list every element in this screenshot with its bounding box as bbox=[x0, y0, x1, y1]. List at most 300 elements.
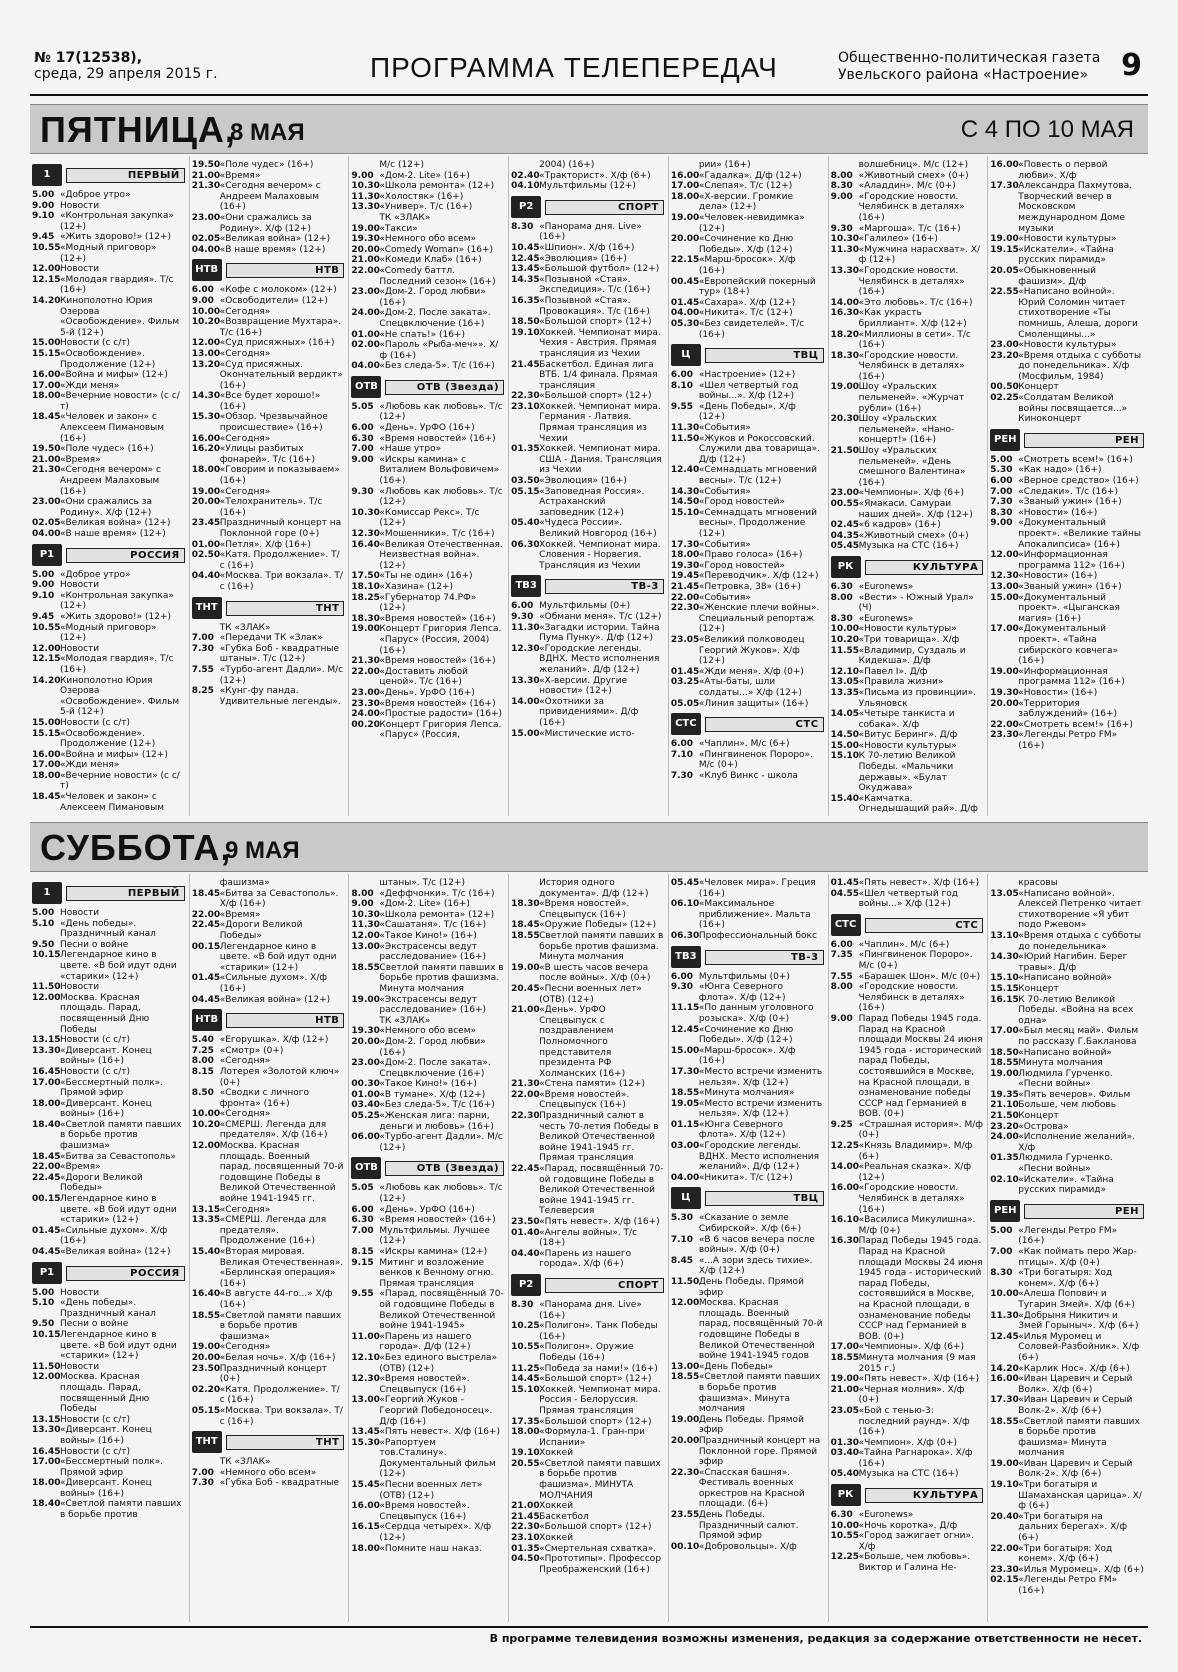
program-title: «Comedy баттл. Последний сезон» (16+) bbox=[379, 265, 496, 287]
program-title: «Доброе утро» bbox=[60, 190, 131, 200]
program-item bbox=[990, 1048, 1144, 1059]
program-title: «В наше время» (12+) bbox=[60, 529, 166, 539]
program-time: 17.30 bbox=[670, 1066, 700, 1077]
program-item bbox=[32, 1035, 185, 1046]
program-time: 14.35 bbox=[511, 274, 540, 285]
program-title: «Война и мифы» (12+) bbox=[60, 749, 168, 760]
program-item bbox=[990, 550, 1144, 571]
program-title: «Немного обо всем» bbox=[379, 234, 477, 245]
program-time: 14.00 bbox=[511, 696, 540, 707]
program-title: «Линия защиты» (16+) bbox=[698, 698, 809, 709]
program-title: «Сегодня» bbox=[219, 433, 271, 444]
program-item bbox=[351, 1332, 504, 1353]
program-item bbox=[351, 1289, 504, 1331]
program-item bbox=[192, 973, 345, 994]
program-item bbox=[990, 1417, 1144, 1459]
program-time: 19.00 bbox=[670, 1414, 700, 1425]
program-title: «В наше время» (12+) bbox=[219, 244, 326, 255]
program-title: Светлой памяти павших в борьбе против фашизма. Минута молчания bbox=[539, 930, 664, 963]
program-time: 9.45 bbox=[32, 232, 55, 243]
channel-name: ТВ-3 bbox=[545, 579, 664, 594]
program-item bbox=[671, 593, 824, 604]
program-time: 9.55 bbox=[670, 401, 694, 412]
program-item bbox=[32, 908, 185, 919]
program-item bbox=[32, 1457, 185, 1478]
program-title: «Как поймать перо Жар-птицы». Х/ф (0+) bbox=[1018, 1247, 1137, 1268]
program-time: 20.00 bbox=[191, 1352, 221, 1363]
program-item bbox=[192, 1141, 345, 1205]
channel-logo-icon: РЕН bbox=[990, 429, 1020, 451]
program-time: 6.00 bbox=[351, 1204, 374, 1215]
program-time: 18.55 bbox=[351, 962, 380, 973]
program-title: Концерт bbox=[1018, 983, 1059, 994]
program-item bbox=[32, 644, 185, 655]
program-time: 5.00 bbox=[32, 908, 55, 918]
channel-header bbox=[831, 1484, 984, 1506]
program-title: «Такси» bbox=[379, 223, 418, 234]
program-item bbox=[192, 878, 345, 889]
channel-logo-icon: 1 bbox=[32, 882, 62, 904]
program-item bbox=[192, 1311, 345, 1343]
channel-name: ПЕРВЫЙ bbox=[66, 168, 185, 183]
program-item bbox=[351, 1205, 504, 1216]
program-title: «Светлой памяти павших в борьбе против фашизма» bbox=[219, 1310, 342, 1342]
program-item bbox=[511, 402, 664, 444]
program-title: Песни о войне bbox=[60, 939, 129, 950]
program-time: 14.50 bbox=[670, 497, 700, 508]
program-title: «Три богатыря на дальних берегах». Х/ф (6+) bbox=[1018, 1511, 1128, 1544]
program-time: 15.40 bbox=[191, 1247, 221, 1257]
program-item bbox=[351, 931, 504, 942]
program-title: Новости bbox=[60, 580, 100, 591]
channel-logo-icon: Р2 bbox=[511, 196, 541, 218]
schedule-column bbox=[669, 156, 829, 816]
program-time: 18.50 bbox=[511, 317, 540, 328]
program-time: 24.00 bbox=[990, 1132, 1019, 1143]
program-time: 13.30 bbox=[511, 675, 540, 686]
program-title: «Новости культуры» bbox=[1018, 234, 1117, 245]
program-title: «Добрыня Никитич и Змей Горыныч». Х/ф (6+) bbox=[1018, 1310, 1139, 1332]
program-time: 23.20 bbox=[990, 350, 1019, 361]
program-time: 16.00 bbox=[990, 1374, 1019, 1385]
channel-name: ТВЦ bbox=[705, 1191, 824, 1206]
program-item bbox=[192, 889, 345, 910]
program-title: «Наше утро» bbox=[379, 444, 442, 455]
program-item bbox=[511, 601, 664, 612]
program-item bbox=[32, 729, 185, 750]
program-title: «Следаки». Т/с (16+) bbox=[1018, 486, 1118, 497]
program-time: 00.20 bbox=[351, 719, 380, 730]
program-time: 9.00 bbox=[351, 170, 374, 181]
program-title: «Новости» (16+) bbox=[1018, 507, 1098, 518]
program-title: «Женские плечи войны». Специальный репортаж (12+) bbox=[698, 603, 820, 635]
program-title: «Солдатам Великой войны посвящается...» Киноконцерт bbox=[1018, 393, 1128, 425]
program-item bbox=[831, 245, 984, 266]
program-title: «Аладдин». М/с (0+) bbox=[858, 181, 956, 192]
program-title: «Человек и закон» с Алексеем Пимановым bbox=[60, 792, 165, 813]
program-time: 16.35 bbox=[511, 295, 540, 306]
program-title: «Званый ужин» (16+) bbox=[1018, 497, 1122, 508]
program-title: Новости bbox=[60, 264, 100, 275]
program-time: 18.00 bbox=[351, 1543, 380, 1554]
program-item bbox=[351, 213, 504, 224]
program-title: «Обыкновенный фашизм». Д/ф bbox=[1018, 265, 1096, 287]
program-title: «Дороги Великой Победы» bbox=[60, 1172, 143, 1194]
program-item bbox=[990, 465, 1144, 476]
program-time: 04.00 bbox=[670, 308, 700, 319]
program-title: «Большой спорт» (12+) bbox=[539, 1522, 652, 1533]
program-item bbox=[511, 444, 664, 476]
program-item bbox=[192, 1364, 345, 1385]
program-title: «Стена памяти» (12+) bbox=[539, 1079, 646, 1090]
program-time: 18.00 bbox=[32, 391, 61, 402]
program-item bbox=[351, 889, 504, 900]
channel-name: СПОРТ bbox=[545, 1278, 664, 1293]
program-item bbox=[511, 729, 664, 740]
program-title: Москва. Красная площадь. Парад, посвященный Дню Победы bbox=[60, 992, 150, 1035]
program-item bbox=[671, 899, 824, 931]
program-item bbox=[671, 1436, 824, 1468]
program-title: «События» bbox=[698, 423, 751, 434]
program-item bbox=[831, 1552, 984, 1573]
program-time: 12.45 bbox=[670, 1024, 700, 1035]
program-item bbox=[671, 423, 824, 434]
program-time: 13.30 bbox=[351, 202, 380, 213]
program-item bbox=[32, 243, 185, 264]
program-time: 15.00 bbox=[32, 717, 61, 728]
program-time: 5.30 bbox=[990, 465, 1013, 476]
program-item bbox=[351, 910, 504, 921]
program-time: 18.30 bbox=[830, 350, 860, 361]
channel-name: СТС bbox=[705, 717, 824, 732]
program-title: «Витус Беринг». Д/ф bbox=[858, 730, 958, 741]
program-time: 18.45 bbox=[32, 412, 61, 423]
program-item bbox=[990, 1132, 1144, 1153]
channel-header bbox=[671, 344, 824, 366]
program-item bbox=[351, 255, 504, 266]
program-title: «Город зажигает огни». Х/ф bbox=[858, 1531, 974, 1552]
program-item bbox=[32, 497, 185, 518]
program-title: «Барашек Шон». М/с (0+) bbox=[858, 971, 981, 982]
program-time: 13.00 bbox=[670, 1361, 700, 1372]
program-title: «Euronews» bbox=[858, 613, 914, 624]
program-time: 06.00 bbox=[351, 1132, 380, 1143]
program-time: 15.15 bbox=[990, 983, 1019, 994]
program-title: «Вести» - Южный Урал» (Ч) bbox=[858, 592, 974, 614]
program-item bbox=[192, 1088, 345, 1109]
program-time: 6.00 bbox=[830, 939, 853, 950]
program-title: «Пингвиненок Пороро». М/с (0+) bbox=[698, 749, 813, 771]
program-title: «В тумане». Х/ф (12+) bbox=[379, 1089, 486, 1100]
program-item bbox=[671, 1542, 824, 1553]
program-title: ТК «ЗЛАК» bbox=[379, 1015, 431, 1026]
program-time: 16.00 bbox=[670, 170, 700, 181]
program-time: 15.00 bbox=[32, 338, 61, 349]
program-title: «Позывной «Стая». Экспедиция». Т/с (16+) bbox=[539, 274, 651, 296]
program-title: «Охотники за привидениями». Д/ф (16+) bbox=[539, 696, 639, 728]
program-title: «Комеди Клаб» (16+) bbox=[379, 255, 482, 266]
channel-logo-icon: СТС bbox=[831, 914, 861, 936]
program-time: 8.00 bbox=[830, 170, 853, 181]
program-title: «Страшная история». М/ф (0+) bbox=[858, 1119, 983, 1141]
program-title: Хоккей. Чемпионат мира. Чехия - Австрия. Прямая трансляция из Чехии bbox=[539, 327, 661, 359]
program-time: 11.50 bbox=[670, 433, 700, 444]
program-title: «Любовь как любовь». Т/с (12+) bbox=[379, 1183, 503, 1205]
program-title: Москва. Красная площадь. Военный парад, посвященный 70-й годовщине Победы в Великой Отечественной войне 1941-1945 гг. bbox=[219, 1141, 344, 1205]
program-item bbox=[671, 508, 824, 540]
program-title: «Гадалка». Д/ф (12+) bbox=[698, 170, 802, 181]
program-title: Москва. Красная площадь. Парад, посвященный Дню Победы bbox=[60, 1372, 150, 1415]
program-time: 18.25 bbox=[351, 592, 380, 603]
program-item bbox=[511, 878, 664, 899]
channel-name: ПЕРВЫЙ bbox=[66, 886, 185, 901]
program-title: «Такое Кино!» (16+) bbox=[379, 930, 477, 941]
program-item bbox=[511, 1217, 664, 1228]
channel-name: СПОРТ bbox=[545, 200, 664, 215]
program-title: «Семнадцать мгновений весны». Т/с (12+) bbox=[698, 465, 817, 487]
channel-logo-icon: РЕН bbox=[990, 1200, 1020, 1222]
friday-schedule bbox=[30, 156, 1148, 816]
program-title: «Новости культуры» bbox=[1018, 340, 1117, 351]
program-title: «Кофе с молоком» (12+) bbox=[219, 285, 337, 296]
program-item bbox=[671, 550, 824, 561]
program-item bbox=[351, 224, 504, 235]
program-item bbox=[351, 1353, 504, 1374]
channel-logo-icon: Р1 bbox=[32, 1262, 62, 1284]
program-time: 7.00 bbox=[990, 486, 1013, 497]
channel-logo-icon: 1 bbox=[32, 164, 62, 186]
program-time: 11.30 bbox=[990, 1310, 1019, 1321]
saturday-band bbox=[30, 822, 1148, 872]
program-item bbox=[511, 1522, 664, 1533]
channel-logo-icon: СТС bbox=[671, 713, 701, 735]
program-title: Новости bbox=[60, 908, 100, 918]
program-item bbox=[990, 287, 1144, 340]
program-title: «Новости культуры» bbox=[858, 624, 957, 635]
program-title: «Чемпионы». Х/ф (6+) bbox=[858, 488, 965, 499]
program-time: 00.55 bbox=[830, 499, 860, 509]
program-item bbox=[990, 518, 1144, 550]
program-title: «Марш-бросок». Х/ф (16+) bbox=[698, 1045, 796, 1067]
program-item bbox=[671, 582, 824, 593]
program-title: «Был месяц май». Фильм по рассказу Г.Бакланова bbox=[1018, 1026, 1139, 1047]
program-time: 10.00 bbox=[191, 1109, 221, 1120]
program-title: «Написано войной». Юрий Соломин читает стихотворение «Ты помнишь, Алеша, дороги Смоленщины...» bbox=[1018, 287, 1138, 340]
program-item bbox=[351, 899, 504, 910]
program-title: Мультфильмы. Лучшее (12+) bbox=[379, 1225, 490, 1247]
program-title: «Рапортуем тов.Сталину». Документальный фильм (12+) bbox=[379, 1437, 496, 1480]
program-item bbox=[192, 1215, 345, 1247]
program-time: 17.00 bbox=[830, 1342, 860, 1353]
program-item bbox=[32, 1162, 185, 1173]
program-time: 01.45 bbox=[191, 973, 221, 984]
program-time: 10.55 bbox=[32, 242, 61, 253]
program-title: Мультфильмы (0+) bbox=[539, 601, 631, 612]
program-title: «Искры камина» (12+) bbox=[379, 1247, 488, 1257]
program-title: «Добровольцы». Х/ф bbox=[698, 1541, 797, 1552]
program-item bbox=[671, 434, 824, 466]
program-title: «Время новостей» (16+) bbox=[379, 656, 496, 667]
program-time: 16.10 bbox=[830, 1215, 860, 1226]
program-title: Праздничный концерт на Поклонной горе (0+) bbox=[219, 518, 342, 539]
program-time: 16.30 bbox=[830, 308, 860, 319]
program-time: 9.00 bbox=[351, 454, 374, 465]
program-item bbox=[990, 931, 1144, 952]
program-item bbox=[511, 1321, 664, 1342]
program-title: «Время» bbox=[60, 1162, 101, 1173]
program-time: 8.50 bbox=[191, 1088, 214, 1099]
program-title: «Губернатор 74.РФ» (12+) bbox=[379, 592, 477, 614]
program-time: 18.50 bbox=[990, 1047, 1019, 1058]
program-title: «Чемпион». Х/ф (0+) bbox=[858, 1437, 957, 1448]
program-title: «Дом-2. Город любви» (16+) bbox=[379, 287, 486, 308]
program-time: 14.45 bbox=[511, 1374, 540, 1385]
program-item bbox=[511, 1364, 664, 1375]
program-item bbox=[831, 1510, 984, 1521]
program-item bbox=[32, 232, 185, 243]
program-time: 8.30 bbox=[511, 221, 534, 232]
program-title: «Улицы разбитых фонарей». Т/с (16+) bbox=[219, 444, 315, 465]
program-title: «Мужчина нарасхват». Х/ф (12+) bbox=[858, 244, 981, 266]
program-item bbox=[671, 1173, 824, 1184]
program-item bbox=[671, 1099, 824, 1120]
program-time: 13.15 bbox=[32, 1414, 61, 1425]
channel-logo-icon: ТВ3 bbox=[671, 946, 701, 968]
program-title: Мультфильмы (0+) bbox=[698, 971, 790, 982]
program-item bbox=[831, 751, 984, 793]
schedule-column bbox=[190, 156, 350, 816]
program-title: «Сегодня» bbox=[219, 348, 271, 359]
program-title: «Сегодня вечером» с Андреем Малаховым (16+) bbox=[219, 181, 321, 213]
program-time: 13.20 bbox=[191, 359, 221, 370]
program-title: «Европейский покерный тур» (18+) bbox=[698, 276, 816, 298]
program-item bbox=[192, 181, 345, 213]
program-item bbox=[990, 1247, 1144, 1268]
program-time: 20.30 bbox=[830, 414, 860, 425]
program-time: 10.20 bbox=[830, 634, 860, 645]
program-title: «Формула-1. Гран-при Испании» bbox=[539, 1427, 645, 1448]
program-item bbox=[351, 171, 504, 182]
program-item bbox=[671, 181, 824, 192]
program-time: 18.55 bbox=[830, 1352, 860, 1363]
program-item bbox=[511, 243, 664, 254]
program-time: 5.00 bbox=[990, 1225, 1013, 1236]
program-title: «Хазина» (12+) bbox=[379, 581, 454, 592]
program-time: 16.00 bbox=[990, 160, 1019, 170]
program-item bbox=[192, 623, 345, 634]
program-time: 9.00 bbox=[32, 200, 55, 211]
program-time: 12.00 bbox=[670, 1298, 700, 1309]
program-title: «В шесть часов вечера после войны». Х/ф (0+) bbox=[539, 962, 651, 984]
program-time: 12.40 bbox=[670, 465, 700, 476]
program-title: «Смотр» (0+) bbox=[219, 1045, 284, 1056]
program-time: 9.30 bbox=[511, 611, 534, 622]
program-time: 16.00 bbox=[191, 433, 221, 444]
program-title: «Пять вечеров». Фильм bbox=[1018, 1089, 1131, 1100]
program-item bbox=[511, 1544, 664, 1555]
program-time: 6.30 bbox=[830, 581, 853, 592]
program-time: 04.00 bbox=[670, 1172, 700, 1183]
program-item bbox=[831, 1385, 984, 1406]
program-title: «Время новостей» (16+) bbox=[379, 433, 496, 444]
program-title: «Немного обо всем» bbox=[219, 1467, 317, 1478]
program-time: 23.30 bbox=[351, 698, 380, 709]
program-time: 04.45 bbox=[191, 994, 221, 1005]
program-title: «Загадки истории. Тайна Пума Пунку». Д/ф (12+) bbox=[539, 622, 660, 644]
program-time: 11.30 bbox=[511, 622, 540, 633]
program-item bbox=[32, 1173, 185, 1194]
program-title: «Время новостей» (16+) bbox=[379, 1215, 496, 1226]
program-time: 04.55 bbox=[830, 888, 860, 899]
program-title: «Документальный проект». «Цыганская магия» (16+) bbox=[1018, 592, 1120, 624]
program-title: «Ямакаси. Самураи наших дней». Х/ф (12+) bbox=[858, 499, 973, 520]
program-title: «Новости» (16+) bbox=[1018, 687, 1098, 698]
program-title: «Жди меня» bbox=[60, 380, 120, 391]
program-title: Новости bbox=[60, 1361, 100, 1372]
program-item bbox=[831, 414, 984, 446]
program-item bbox=[990, 1459, 1144, 1480]
program-item bbox=[192, 1342, 345, 1353]
program-title: «В 6 часов вечера после войны». Х/ф (0+) bbox=[698, 1234, 815, 1256]
channel-header bbox=[192, 1009, 345, 1031]
schedule-column bbox=[988, 874, 1148, 1622]
program-title: «Миллионы в сети». Т/с (16+) bbox=[858, 329, 971, 351]
program-time: 10.30 bbox=[351, 181, 380, 192]
program-title: Мультфильмы (12+) bbox=[539, 181, 636, 192]
program-time: 18.45 bbox=[32, 1151, 61, 1162]
program-time: 17.30 bbox=[990, 181, 1019, 192]
program-time: 8.30 bbox=[990, 1268, 1013, 1279]
program-title: «Искатели». «Тайна русских пирамид» bbox=[1018, 244, 1114, 266]
program-title: Хоккей. Чемпионат мира. Словения - Норвегия. Трансляция из Чехии bbox=[539, 539, 661, 571]
program-item bbox=[351, 1100, 504, 1111]
program-time: 8.00 bbox=[191, 1056, 214, 1067]
program-time: 23.20 bbox=[990, 1121, 1019, 1132]
program-item bbox=[32, 771, 185, 792]
program-item bbox=[351, 340, 504, 361]
program-item bbox=[351, 1183, 504, 1204]
program-item bbox=[511, 612, 664, 623]
schedule-column bbox=[30, 156, 190, 816]
program-time: 16.40 bbox=[191, 1289, 221, 1300]
program-time: 5.05 bbox=[351, 401, 374, 412]
program-item bbox=[831, 1374, 984, 1385]
program-time: 22.00 bbox=[511, 1089, 540, 1100]
program-title: «Городские легенды. ВДНХ. Место исполнения желаний». Д/ф (12+) bbox=[698, 1141, 820, 1173]
program-item bbox=[511, 181, 664, 192]
program-title: «Документальный проект». «Тайна сибирского ковчега» (16+) bbox=[1018, 624, 1119, 667]
program-time: 21.50 bbox=[830, 446, 860, 457]
program-time: 9.10 bbox=[32, 590, 55, 601]
program-title: «Молодая гвардия». Т/с (16+) bbox=[60, 654, 174, 675]
program-title: «Владимир, Суздаль и Кидекша». Д/ф bbox=[858, 645, 966, 667]
program-title: «Верное средство» (16+) bbox=[1018, 476, 1139, 487]
program-item bbox=[831, 878, 984, 889]
program-time: 11.30 bbox=[830, 244, 860, 255]
program-title: Новости (с с/т) bbox=[60, 1035, 131, 1046]
program-time: 01.45 bbox=[32, 1225, 61, 1236]
program-title: «Острова» bbox=[1018, 1121, 1069, 1132]
program-title: «События» bbox=[698, 539, 751, 550]
program-time: 10.30 bbox=[351, 507, 380, 518]
channel-logo-icon: РК bbox=[831, 1484, 861, 1506]
program-title: Хоккей. Чемпионат мира. Россия - Белоруссия. Прямая трансляция bbox=[539, 1384, 661, 1416]
program-time: 21.00 bbox=[191, 170, 221, 181]
program-title: «Максимальное приближение». Мальта (16+) bbox=[698, 899, 811, 931]
program-time: 19.00 bbox=[191, 486, 221, 497]
program-title: «Прототипы». Профессор Преображенский (16+) bbox=[539, 1554, 662, 1575]
program-item bbox=[831, 488, 984, 499]
